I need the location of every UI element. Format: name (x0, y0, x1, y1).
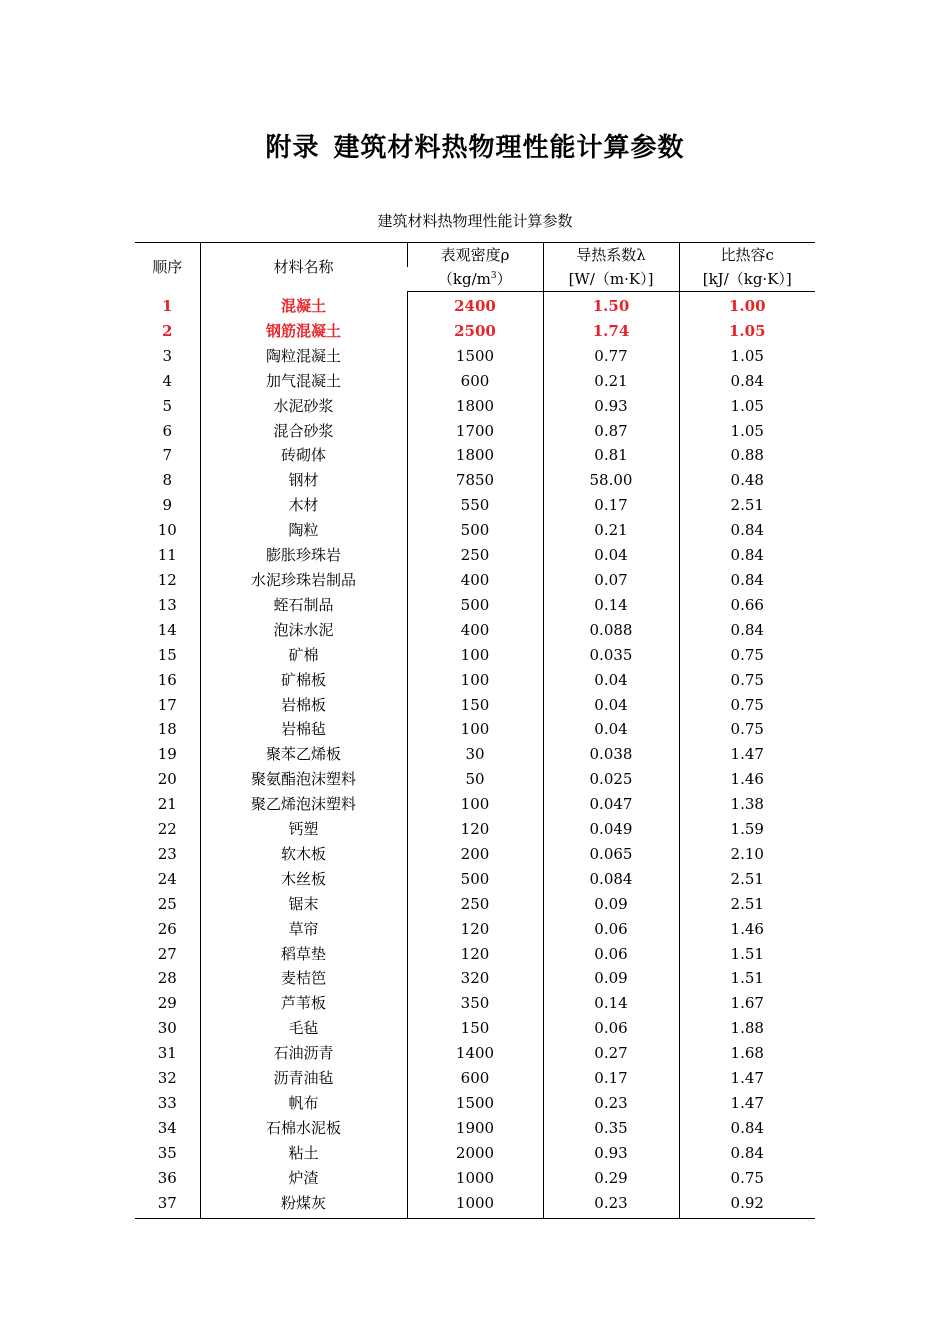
cell-conductivity: 0.81 (543, 443, 679, 468)
table-caption: 建筑材料热物理性能计算参数 (377, 212, 573, 230)
table-row (135, 792, 815, 817)
table-row (135, 1066, 815, 1091)
cell-index: 7 (162, 446, 173, 465)
cell-heat-capacity: 1.51 (679, 942, 815, 967)
cell-density: 200 (407, 842, 543, 867)
cell-heat-capacity: 0.75 (679, 693, 815, 718)
cell-heat-capacity: 1.88 (679, 1016, 815, 1041)
title-part2: 建筑材料热物理性能计算参数 (333, 133, 685, 163)
cell-density: 600 (407, 1066, 543, 1091)
table-row (135, 668, 815, 693)
cell-conductivity: 0.87 (543, 419, 679, 444)
cell-index: 34 (157, 1118, 177, 1137)
cell-density: 1900 (407, 1116, 543, 1141)
cell-conductivity: 0.088 (543, 618, 679, 643)
table-row (135, 1016, 815, 1041)
cell-heat-capacity: 0.84 (679, 1141, 815, 1166)
cell-conductivity: 0.17 (543, 493, 679, 518)
header-density-label: 表观密度ρ (407, 243, 543, 268)
cell-index: 19 (157, 745, 177, 764)
header-conductivity-label: 导热系数λ (543, 243, 679, 268)
cell-conductivity: 0.038 (543, 742, 679, 767)
table-row (135, 593, 815, 618)
table-row (135, 867, 815, 892)
header-name: 材料名称 (200, 243, 407, 292)
cell-density: 1400 (407, 1041, 543, 1066)
table-row (135, 618, 815, 643)
table-row (135, 842, 815, 867)
cell-density: 320 (407, 966, 543, 991)
cell-material-name: 炉渣 (200, 1166, 407, 1191)
table-row (135, 543, 815, 568)
cell-heat-capacity: 2.51 (679, 867, 815, 892)
cell-heat-capacity: 0.84 (679, 1116, 815, 1141)
title-part1: 附录 (265, 133, 320, 163)
cell-conductivity: 0.06 (543, 917, 679, 942)
table-row (135, 1191, 815, 1218)
cell-density: 150 (407, 693, 543, 718)
cell-conductivity: 0.23 (543, 1191, 679, 1218)
cell-material-name: 膨胀珍珠岩 (200, 543, 407, 568)
table-row (135, 991, 815, 1016)
cell-conductivity: 0.04 (543, 668, 679, 693)
cell-material-name: 蛭石制品 (200, 593, 407, 618)
cell-heat-capacity: 1.67 (679, 991, 815, 1016)
table-row (135, 1091, 815, 1116)
cell-conductivity: 0.14 (543, 593, 679, 618)
header-heat-capacity-unit: [kJ/（kg·K）] (679, 267, 815, 292)
cell-index: 28 (157, 969, 177, 988)
cell-index: 27 (157, 944, 177, 963)
cell-heat-capacity: 1.47 (679, 1091, 815, 1116)
cell-density: 1700 (407, 419, 543, 444)
cell-material-name: 锯末 (200, 892, 407, 917)
cell-heat-capacity: 0.66 (679, 593, 815, 618)
table-row (135, 344, 815, 369)
cell-conductivity: 0.09 (543, 892, 679, 917)
density-unit-suffix: ） (496, 270, 512, 288)
cell-material-name: 木材 (200, 493, 407, 518)
table-row (135, 518, 815, 543)
cell-material-name: 芦苇板 (200, 991, 407, 1016)
header-index: 顺序 (135, 243, 200, 292)
cell-material-name: 帆布 (200, 1091, 407, 1116)
cell-index: 33 (157, 1094, 177, 1112)
cell-index: 26 (157, 919, 177, 938)
table-row (135, 643, 815, 668)
cell-density: 30 (407, 742, 543, 767)
cell-conductivity: 1.50 (543, 292, 679, 319)
cell-material-name: 泡沫水泥 (200, 618, 407, 643)
cell-density: 500 (407, 867, 543, 892)
cell-material-name: 矿棉 (200, 643, 407, 668)
cell-conductivity: 0.77 (543, 344, 679, 369)
cell-index: 16 (157, 670, 177, 689)
cell-heat-capacity: 1.46 (679, 767, 815, 792)
cell-density: 120 (407, 942, 543, 967)
cell-material-name: 钢材 (200, 468, 407, 493)
cell-material-name: 水泥砂浆 (200, 394, 407, 419)
header-density-unit (407, 267, 543, 292)
table-row (135, 892, 815, 917)
cell-index: 15 (157, 645, 177, 664)
cell-material-name: 钙塑 (200, 817, 407, 842)
table-body (135, 292, 815, 1219)
cell-index: 18 (157, 720, 177, 739)
table-row (135, 817, 815, 842)
density-unit-prefix: （kg/m (437, 270, 491, 288)
cell-index: 32 (157, 1069, 177, 1088)
header-heat-capacity-label: 比热容c (679, 243, 815, 268)
cell-heat-capacity: 0.75 (679, 717, 815, 742)
cell-index: 11 (157, 546, 177, 565)
cell-material-name: 石棉水泥板 (200, 1116, 407, 1141)
cell-heat-capacity: 1.05 (679, 319, 815, 344)
cell-conductivity: 0.21 (543, 518, 679, 543)
table-row (135, 468, 815, 493)
cell-conductivity: 0.27 (543, 1041, 679, 1066)
cell-density: 1000 (407, 1191, 543, 1218)
cell-heat-capacity: 1.47 (679, 742, 815, 767)
table-row (135, 742, 815, 767)
cell-heat-capacity: 1.38 (679, 792, 815, 817)
cell-density: 100 (407, 792, 543, 817)
cell-density: 2500 (407, 319, 543, 344)
cell-density: 2000 (407, 1141, 543, 1166)
cell-material-name: 沥青油毡 (200, 1066, 407, 1091)
table-row (135, 369, 815, 394)
cell-conductivity: 0.049 (543, 817, 679, 842)
table-row (135, 394, 815, 419)
cell-density: 550 (407, 493, 543, 518)
cell-conductivity: 0.084 (543, 867, 679, 892)
cell-heat-capacity: 0.75 (679, 1166, 815, 1191)
cell-index: 29 (157, 994, 177, 1013)
cell-index: 9 (162, 496, 173, 515)
cell-conductivity: 0.17 (543, 1066, 679, 1091)
cell-density: 600 (407, 369, 543, 394)
cell-material-name: 麦桔笆 (200, 966, 407, 991)
cell-heat-capacity: 0.92 (679, 1191, 815, 1218)
cell-index: 17 (157, 695, 177, 714)
header-row-1 (135, 243, 815, 268)
table-header (135, 243, 815, 292)
cell-material-name: 矿棉板 (200, 668, 407, 693)
table-row (135, 443, 815, 468)
cell-index: 1 (162, 296, 173, 315)
cell-index: 20 (157, 770, 177, 789)
cell-conductivity: 58.00 (543, 468, 679, 493)
cell-conductivity: 1.74 (543, 319, 679, 344)
cell-index: 13 (157, 595, 177, 614)
cell-index: 10 (157, 521, 177, 540)
cell-material-name: 混凝土 (200, 292, 407, 319)
density-unit-exp: 3 (490, 271, 497, 281)
cell-density: 100 (407, 668, 543, 693)
cell-material-name: 岩棉毡 (200, 717, 407, 742)
cell-index: 35 (157, 1143, 177, 1162)
cell-material-name: 粉煤灰 (200, 1191, 407, 1218)
table-row (135, 1141, 815, 1166)
cell-conductivity: 0.025 (543, 767, 679, 792)
cell-density: 1000 (407, 1166, 543, 1191)
cell-heat-capacity: 1.47 (679, 1066, 815, 1091)
cell-conductivity: 0.04 (543, 717, 679, 742)
cell-heat-capacity: 0.48 (679, 468, 815, 493)
cell-density: 350 (407, 991, 543, 1016)
cell-density: 7850 (407, 468, 543, 493)
cell-conductivity: 0.035 (543, 643, 679, 668)
cell-heat-capacity: 2.51 (679, 892, 815, 917)
cell-material-name: 钢筋混凝土 (200, 319, 407, 344)
cell-material-name: 草帘 (200, 917, 407, 942)
cell-density: 1800 (407, 443, 543, 468)
cell-density: 2400 (407, 292, 543, 319)
cell-index: 2 (162, 321, 173, 340)
cell-heat-capacity: 1.68 (679, 1041, 815, 1066)
cell-conductivity: 0.93 (543, 394, 679, 419)
cell-heat-capacity: 1.00 (679, 292, 815, 319)
cell-heat-capacity: 0.84 (679, 568, 815, 593)
cell-index: 5 (162, 396, 173, 415)
table-row (135, 568, 815, 593)
cell-index: 24 (157, 869, 177, 888)
cell-conductivity: 0.04 (543, 543, 679, 568)
cell-heat-capacity: 0.84 (679, 543, 815, 568)
cell-conductivity: 0.09 (543, 966, 679, 991)
cell-heat-capacity: 2.10 (679, 842, 815, 867)
table-row (135, 493, 815, 518)
cell-conductivity: 0.14 (543, 991, 679, 1016)
cell-index: 36 (157, 1168, 177, 1187)
cell-conductivity: 0.35 (543, 1116, 679, 1141)
table-row (135, 1166, 815, 1191)
cell-index: 3 (162, 346, 173, 365)
cell-material-name: 加气混凝土 (200, 369, 407, 394)
cell-heat-capacity: 0.84 (679, 618, 815, 643)
cell-index: 23 (157, 844, 177, 863)
cell-material-name: 岩棉板 (200, 693, 407, 718)
cell-heat-capacity: 0.88 (679, 443, 815, 468)
materials-table (135, 242, 815, 1219)
cell-index: 14 (157, 620, 177, 639)
cell-conductivity: 0.07 (543, 568, 679, 593)
cell-density: 500 (407, 593, 543, 618)
cell-density: 500 (407, 518, 543, 543)
table-row (135, 693, 815, 718)
header-conductivity-unit: [W/（m·K）] (543, 267, 679, 292)
cell-heat-capacity: 1.05 (679, 419, 815, 444)
cell-density: 120 (407, 917, 543, 942)
cell-heat-capacity: 1.05 (679, 344, 815, 369)
table-row (135, 1041, 815, 1066)
cell-index: 22 (157, 820, 177, 839)
cell-conductivity: 0.047 (543, 792, 679, 817)
table-row (135, 717, 815, 742)
cell-conductivity: 0.06 (543, 1016, 679, 1041)
cell-index: 21 (157, 795, 177, 814)
cell-index: 12 (157, 570, 177, 589)
page-title (0, 128, 950, 168)
cell-index: 25 (157, 894, 177, 913)
cell-material-name: 聚苯乙烯板 (200, 742, 407, 767)
cell-index: 4 (162, 371, 173, 390)
cell-conductivity: 0.23 (543, 1091, 679, 1116)
table-row (135, 1116, 815, 1141)
cell-conductivity: 0.065 (543, 842, 679, 867)
cell-material-name: 混合砂浆 (200, 419, 407, 444)
cell-heat-capacity: 0.75 (679, 668, 815, 693)
cell-index: 8 (162, 471, 173, 490)
cell-density: 50 (407, 767, 543, 792)
cell-material-name: 粘土 (200, 1141, 407, 1166)
cell-conductivity: 0.21 (543, 369, 679, 394)
table-row (135, 767, 815, 792)
cell-index: 6 (162, 421, 173, 440)
cell-conductivity: 0.04 (543, 693, 679, 718)
cell-index: 37 (135, 1191, 200, 1218)
cell-material-name: 聚乙烯泡沫塑料 (200, 792, 407, 817)
cell-index: 30 (157, 1019, 177, 1038)
cell-material-name: 陶粒 (200, 518, 407, 543)
cell-material-name: 陶粒混凝土 (200, 344, 407, 369)
cell-heat-capacity: 0.84 (679, 518, 815, 543)
table-row (135, 292, 815, 319)
cell-material-name: 石油沥青 (200, 1041, 407, 1066)
cell-heat-capacity: 1.59 (679, 817, 815, 842)
table-row (135, 917, 815, 942)
cell-material-name: 水泥珍珠岩制品 (200, 568, 407, 593)
cell-density: 120 (407, 817, 543, 842)
cell-material-name: 软木板 (200, 842, 407, 867)
cell-density: 1500 (407, 1091, 543, 1116)
cell-heat-capacity: 1.51 (679, 966, 815, 991)
cell-conductivity: 0.29 (543, 1166, 679, 1191)
cell-index: 31 (157, 1044, 177, 1063)
cell-conductivity: 0.93 (543, 1141, 679, 1166)
cell-heat-capacity: 0.84 (679, 369, 815, 394)
cell-density: 1500 (407, 344, 543, 369)
cell-density: 400 (407, 618, 543, 643)
cell-density: 250 (407, 892, 543, 917)
cell-heat-capacity: 1.46 (679, 917, 815, 942)
cell-density: 1800 (407, 394, 543, 419)
table-row (135, 966, 815, 991)
cell-heat-capacity: 1.05 (679, 394, 815, 419)
table-row (135, 319, 815, 344)
table-row (135, 419, 815, 444)
table-row (135, 942, 815, 967)
cell-density: 250 (407, 543, 543, 568)
cell-heat-capacity: 0.75 (679, 643, 815, 668)
cell-density: 100 (407, 643, 543, 668)
cell-density: 400 (407, 568, 543, 593)
cell-density: 100 (407, 717, 543, 742)
cell-material-name: 木丝板 (200, 867, 407, 892)
cell-conductivity: 0.06 (543, 942, 679, 967)
cell-material-name: 砖砌体 (200, 443, 407, 468)
cell-density: 150 (407, 1016, 543, 1041)
cell-material-name: 聚氨酯泡沫塑料 (200, 767, 407, 792)
cell-material-name: 毛毡 (200, 1016, 407, 1041)
cell-material-name: 稻草垫 (200, 942, 407, 967)
cell-heat-capacity: 2.51 (679, 493, 815, 518)
